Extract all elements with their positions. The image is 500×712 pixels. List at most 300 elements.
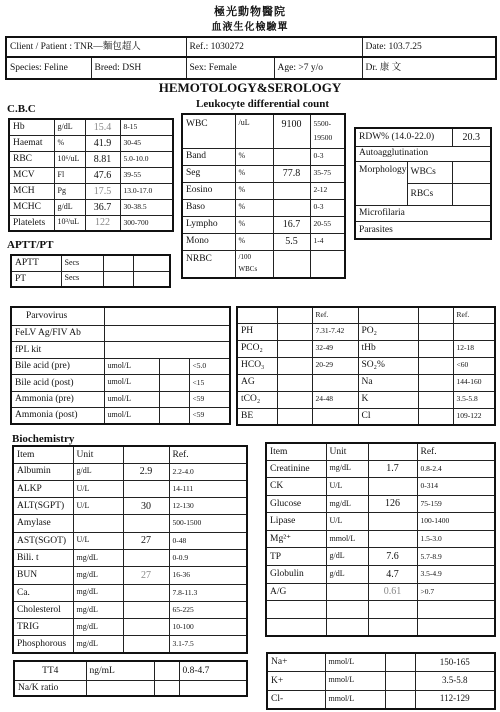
serology-row: [11, 307, 230, 325]
biochem-item-ref: 0-48: [169, 532, 247, 549]
biochem-item-name: Amylase: [13, 515, 73, 532]
bloodgas-table: [236, 306, 496, 426]
ref-cell: [186, 37, 362, 57]
biochem-item-ref: [417, 618, 495, 636]
cbc-row: [9, 151, 173, 167]
biochem-row: [266, 583, 495, 601]
serology-row: [11, 358, 230, 375]
bg-left-name: PH: [237, 323, 277, 340]
leukocyte-item-name: Band: [182, 148, 235, 165]
bg-right-name: Na: [358, 374, 418, 391]
age-label: Age:: [277, 62, 296, 73]
biochem-item-ref: 16-36: [169, 567, 247, 584]
nak-label: Na/K ratio: [14, 680, 86, 696]
tt4-unit: ng/mL: [86, 661, 154, 680]
parasites-label: Parasites: [355, 221, 491, 239]
biochem-row: [13, 515, 247, 532]
cbc-item-unit: 10³/uL: [54, 215, 85, 231]
biochem-item-name: Bili. t: [13, 549, 73, 566]
serology-item-ref: <59: [189, 391, 230, 408]
cbc-item-name: MCHC: [9, 199, 54, 215]
biochem-item-value: 1.7: [368, 460, 417, 478]
rdw-label: RDW% (14.0-22.0): [355, 128, 452, 146]
microfilaria-label: Microfilaria: [355, 205, 491, 221]
cbc-item-ref: 13.0-17.0: [120, 183, 173, 199]
cbc-item-value: 47.6: [85, 167, 120, 183]
aptt-table: [10, 254, 171, 288]
bg-right-name: SO₂%: [358, 357, 418, 374]
bg-left-ref: [312, 408, 358, 425]
serology-item-name: Bile acid (pre): [11, 358, 104, 375]
biochem-item-name: Cholesterol: [13, 601, 73, 618]
aptt-row: [11, 255, 170, 271]
bg-left-ref: [312, 374, 358, 391]
biochem-item-unit: mg/dL: [326, 495, 368, 513]
biochem-item-name: Albumin: [13, 463, 73, 480]
biochem-item-ref: 14-111: [169, 480, 247, 497]
aptt-item-ref: [133, 271, 170, 287]
bg-h4: [358, 307, 418, 323]
leukocyte-item-name: Lympho: [182, 216, 235, 233]
wbcs-value: [452, 161, 491, 183]
wbc-ref-low: 5500-: [313, 119, 331, 128]
cbc-item-ref: 5.0-10.0: [120, 151, 173, 167]
serology-row: [11, 342, 230, 359]
biochem-item-value: 7.6: [368, 548, 417, 566]
electrolyte-table: [266, 652, 496, 710]
biochem-item-unit: mg/dL: [73, 619, 123, 636]
cbc-item-ref: 30-38.5: [120, 199, 173, 215]
biochem-item-unit: U/L: [326, 513, 368, 531]
bg-left-name: tCO₂: [237, 391, 277, 408]
leukocyte-item-unit: %: [235, 165, 273, 182]
serology-table: [10, 306, 231, 425]
serology-item-unit: umol/L: [104, 408, 159, 425]
serology-item-ref: [189, 307, 230, 325]
rbcs-label: RBCs: [407, 183, 452, 205]
biochem-item-value: [368, 478, 417, 496]
cbc-row: [9, 135, 173, 151]
bg-right-name: PO₂: [358, 323, 418, 340]
cbc-item-ref: 8-15: [120, 119, 173, 135]
leukocyte-item-value: 77.8: [273, 165, 310, 182]
electrolyte-name: Cl-: [267, 690, 325, 709]
rdw-value: 20.3: [452, 128, 491, 146]
biochem-item-value: [123, 601, 169, 618]
bg-right-value: [418, 340, 453, 357]
biochem-item-ref: 7.8-11.3: [169, 584, 247, 601]
serology-item-name: Parvovirus: [11, 307, 104, 325]
cbc-item-value: 41.9: [85, 135, 120, 151]
serology-item-value: [159, 391, 189, 408]
cbc-table: [8, 118, 174, 232]
species-value: Feline: [44, 62, 68, 73]
serology-item-value: [159, 325, 189, 342]
nrbc-ref: [310, 250, 345, 278]
bg-right-name: tHb: [358, 340, 418, 357]
serology-item-value: [159, 375, 189, 392]
serology-item-ref: <5.0: [189, 358, 230, 375]
cbc-item-name: Haemat: [9, 135, 54, 151]
bloodgas-row: [237, 391, 495, 408]
age-value: >7 y/o: [298, 62, 323, 73]
cbc-item-value: 15.4: [85, 119, 120, 135]
bg-right-ref: <60: [453, 357, 495, 374]
electrolyte-name: K+: [267, 672, 325, 691]
serology-row: [11, 375, 230, 392]
aptt-title: APTT/PT: [7, 239, 54, 251]
leukocyte-title: Leukocyte differential count: [196, 98, 330, 110]
breed-label: Breed:: [94, 62, 120, 73]
biochem-row: [266, 618, 495, 636]
biochem-item-ref: 12-130: [169, 498, 247, 515]
biochem-item-unit: g/dL: [73, 463, 123, 480]
serology-item-ref: <15: [189, 375, 230, 392]
bg-h2: [277, 307, 312, 323]
leukocyte-table: [181, 113, 346, 279]
biochem-item-value: [123, 619, 169, 636]
cbc-row: [9, 215, 173, 231]
biochem-item-unit: mg/dL: [73, 567, 123, 584]
biochem-item-value: 27: [123, 567, 169, 584]
leukocyte-item-unit: %: [235, 216, 273, 233]
biochem-item-name: Globulin: [266, 566, 326, 584]
biochem-item-ref: 75-159: [417, 495, 495, 513]
bg-h5: [418, 307, 453, 323]
biochem-item-unit: g/dL: [326, 548, 368, 566]
biochem-item-name: ALKP: [13, 480, 73, 497]
date-value: 103.7.25: [388, 41, 422, 52]
biochem-item-name: BUN: [13, 567, 73, 584]
serology-item-name: Ammonia (post): [11, 408, 104, 425]
biochem-item-unit: mg/dL: [326, 460, 368, 478]
nrbc-row: [182, 250, 345, 278]
nak-unit: [86, 680, 154, 696]
bg-right-value: [418, 408, 453, 425]
biochem-row: [13, 584, 247, 601]
ref-label: Ref.:: [189, 41, 209, 52]
biochem-item-name: Lipase: [266, 513, 326, 531]
bg-left-value: [277, 340, 312, 357]
bg-ref-label-right: Ref.: [453, 307, 495, 323]
biochem-unit-header: Unit: [73, 446, 123, 463]
nrbc-unit: [235, 250, 273, 278]
biochem-item-name: TP: [266, 548, 326, 566]
biochem-item-ref: 3.5-4.9: [417, 566, 495, 584]
bg-left-value: [277, 408, 312, 425]
serology-item-name: Ammonia (pre): [11, 391, 104, 408]
cbc-item-value: 36.7: [85, 199, 120, 215]
biochem-item-value: [123, 515, 169, 532]
biochem-row: [266, 513, 495, 531]
biochem-item-value: [368, 513, 417, 531]
date-cell: [362, 37, 496, 57]
biochem-row: [13, 498, 247, 515]
aptt-item-name: APTT: [11, 255, 61, 271]
tt4-table: [13, 660, 248, 697]
biochem-item-name: CK: [266, 478, 326, 496]
electrolyte-value: [385, 653, 415, 672]
biochem-row: [266, 495, 495, 513]
cbc-row: [9, 119, 173, 135]
biochem-item-ref: [417, 601, 495, 619]
biochem-item-ref: 2.2-4.0: [169, 463, 247, 480]
biochem-item-ref: 5.7-8.9: [417, 548, 495, 566]
biochem-item-unit: U/L: [73, 480, 123, 497]
biochem-item-value: [123, 480, 169, 497]
bg-right-value: [418, 391, 453, 408]
bg-right-value: [418, 323, 453, 340]
serology-row: [11, 325, 230, 342]
biochem-item-value: [123, 636, 169, 653]
cbc-item-unit: Fl: [54, 167, 85, 183]
biochem-item-value: [368, 601, 417, 619]
cbc-row: [9, 183, 173, 199]
biochem-item-name: [266, 618, 326, 636]
leukocyte-item-value: [273, 199, 310, 216]
biochem-item-name: [266, 601, 326, 619]
sex-label: Sex:: [189, 62, 207, 73]
biochem-row: [13, 532, 247, 549]
serology-item-value: [159, 342, 189, 359]
biochem-item-ref: 500-1500: [169, 515, 247, 532]
leukocyte-row: [182, 182, 345, 199]
bg-left-value: [277, 391, 312, 408]
bg-left-value: [277, 374, 312, 391]
bloodgas-row: [237, 323, 495, 340]
serology-item-value: [159, 408, 189, 425]
bloodgas-row: [237, 357, 495, 374]
biochem-item-value: 27: [123, 532, 169, 549]
bloodgas-row: [237, 340, 495, 357]
leukocyte-item-ref: 1-4: [310, 233, 345, 250]
biochem-row: [13, 567, 247, 584]
biochem-title: Biochemistry: [12, 433, 75, 445]
cbc-row: [9, 199, 173, 215]
leukocyte-item-value: 5.5: [273, 233, 310, 250]
ref-value: 1030272: [210, 41, 244, 52]
serology-item-ref: [189, 342, 230, 359]
leukocyte-item-name: Eosino: [182, 182, 235, 199]
biochem-value-header: [123, 446, 169, 463]
biochem-item-value: [368, 618, 417, 636]
bg-right-ref: 12-18: [453, 340, 495, 357]
nrbc-unit-top: /100: [238, 253, 251, 262]
biochem-item-ref: 1.5-3.0: [417, 530, 495, 548]
bg-left-ref: 20-29: [312, 357, 358, 374]
serology-item-unit: [104, 342, 159, 359]
biochem-item-ref: 10-100: [169, 619, 247, 636]
biochem-item-unit: U/L: [73, 498, 123, 515]
dr-value: 康 文: [379, 62, 402, 73]
cbc-item-name: MCH: [9, 183, 54, 199]
leukocyte-item-name: Seg: [182, 165, 235, 182]
bloodgas-row: [237, 374, 495, 391]
biochem-item-unit: mg/dL: [73, 601, 123, 618]
nak-value: [154, 680, 179, 696]
aptt-item-value: [103, 271, 133, 287]
serology-item-name: fPL kit: [11, 342, 104, 359]
biochem-item-ref: 0.8-2.4: [417, 460, 495, 478]
cbc-item-name: RBC: [9, 151, 54, 167]
serology-item-value: [159, 307, 189, 325]
biochem-left-table: [12, 445, 248, 654]
biochem-item-unit: [326, 583, 368, 601]
biochem-item-value: 2.9: [123, 463, 169, 480]
bloodgas-row: [237, 408, 495, 425]
form-title: 血液生化檢驗單: [211, 22, 289, 33]
biochem-row: [13, 463, 247, 480]
biochem-ref-header: Ref.: [417, 443, 495, 460]
biochem-item-name: A/G: [266, 583, 326, 601]
serology-row: [11, 391, 230, 408]
wbc-ref: [310, 114, 345, 148]
age-cell: [274, 57, 362, 79]
species-cell: [6, 57, 91, 79]
serology-item-ref: [189, 325, 230, 342]
bg-right-ref: 109-122: [453, 408, 495, 425]
leukocyte-item-name: Baso: [182, 199, 235, 216]
rdw-table: [354, 127, 492, 240]
biochem-ref-header: Ref.: [169, 446, 247, 463]
patient-header: [5, 36, 497, 58]
serology-item-unit: [104, 325, 159, 342]
electrolyte-name: Na+: [267, 653, 325, 672]
leukocyte-item-unit: %: [235, 182, 273, 199]
biochem-item-unit: g/dL: [326, 566, 368, 584]
cbc-item-name: Hb: [9, 119, 54, 135]
electrolyte-value: [385, 672, 415, 691]
aptt-item-unit: Secs: [61, 255, 103, 271]
morphology-label: Morphology: [355, 161, 407, 205]
bg-ref-label-left: Ref.: [312, 307, 358, 323]
tt4-label: TT4: [14, 661, 86, 680]
biochem-item-unit: U/L: [73, 532, 123, 549]
electrolyte-row: [267, 653, 495, 672]
leukocyte-item-name: Mono: [182, 233, 235, 250]
biochem-item-name: AST(SGOT): [13, 532, 73, 549]
biochem-value-header: [368, 443, 417, 460]
bg-right-ref: 3.5-5.8: [453, 391, 495, 408]
biochem-item-header: Item: [13, 446, 73, 463]
electrolyte-value: [385, 690, 415, 709]
leukocyte-item-value: [273, 148, 310, 165]
nrbc-unit-bottom: WBCs: [238, 264, 258, 273]
bg-left-name: BE: [237, 408, 277, 425]
biochem-item-name: Creatinine: [266, 460, 326, 478]
leukocyte-row: [182, 233, 345, 250]
aptt-item-value: [103, 255, 133, 271]
bg-left-ref: 32-49: [312, 340, 358, 357]
biochem-item-unit: mmol/L: [326, 530, 368, 548]
sex-value: Female: [208, 62, 237, 73]
tt4-value: [154, 661, 179, 680]
leukocyte-item-ref: 20-55: [310, 216, 345, 233]
cbc-item-ref: 30-45: [120, 135, 173, 151]
biochem-header-row: [13, 446, 247, 463]
biochem-item-value: 30: [123, 498, 169, 515]
biochem-item-ref: 0-0.9: [169, 549, 247, 566]
bg-right-value: [418, 374, 453, 391]
nrbc-label: NRBC: [182, 250, 235, 278]
wbc-unit: /uL: [235, 114, 273, 148]
cbc-item-unit: g/dL: [54, 119, 85, 135]
cbc-row: [9, 167, 173, 183]
breed-cell: [91, 57, 186, 79]
biochem-item-unit: [326, 618, 368, 636]
cbc-item-ref: 39-55: [120, 167, 173, 183]
client-label: Client / Patient :: [10, 41, 73, 52]
biochem-item-unit: [326, 601, 368, 619]
biochem-item-ref: 3.1-7.5: [169, 636, 247, 653]
cbc-item-unit: %: [54, 135, 85, 151]
biochem-row: [266, 478, 495, 496]
biochem-row: [13, 619, 247, 636]
aptt-row: [11, 271, 170, 287]
wbc-ref-high: 19500: [313, 133, 333, 143]
biochem-item-name: TRIG: [13, 619, 73, 636]
hospital-name: 極光動物醫院: [214, 6, 286, 18]
biochem-item-ref: 0-314: [417, 478, 495, 496]
rbcs-value: [452, 183, 491, 205]
biochem-item-ref: 65-225: [169, 601, 247, 618]
serology-item-unit: [104, 307, 159, 325]
biochem-item-name: ALT(SGPT): [13, 498, 73, 515]
serology-item-name: Bile acid (post): [11, 375, 104, 392]
biochem-row: [13, 636, 247, 653]
leukocyte-item-ref: 0-3: [310, 199, 345, 216]
leukocyte-row: [182, 165, 345, 182]
biochem-item-unit: mg/dL: [73, 549, 123, 566]
biochem-item-value: [123, 584, 169, 601]
biochem-right-table: [265, 442, 496, 637]
biochem-item-unit: mg/dL: [73, 636, 123, 653]
biochem-row: [266, 460, 495, 478]
serology-item-value: [159, 358, 189, 375]
biochem-item-value: 4.7: [368, 566, 417, 584]
bg-left-name: HCO₃: [237, 357, 277, 374]
biochem-unit-header: Unit: [326, 443, 368, 460]
cbc-item-value: 122: [85, 215, 120, 231]
wbc-label: WBC: [182, 114, 235, 148]
aptt-item-unit: Secs: [61, 271, 103, 287]
biochem-item-value: 0.61: [368, 583, 417, 601]
bg-right-ref: [453, 323, 495, 340]
aptt-item-name: PT: [11, 271, 61, 287]
electrolyte-row: [267, 690, 495, 709]
leukocyte-item-value: 16.7: [273, 216, 310, 233]
cbc-item-ref: 300-700: [120, 215, 173, 231]
bg-right-name: Cl: [358, 408, 418, 425]
electrolyte-unit: mmol/L: [325, 653, 385, 672]
client-cell: [6, 37, 186, 57]
biochem-item-name: Ca.: [13, 584, 73, 601]
bg-right-ref: 144-160: [453, 374, 495, 391]
biochem-item-value: 126: [368, 495, 417, 513]
leukocyte-item-unit: %: [235, 233, 273, 250]
serology-row: [11, 408, 230, 425]
electrolyte-row: [267, 672, 495, 691]
leukocyte-item-unit: %: [235, 199, 273, 216]
date-label: Date:: [365, 41, 387, 52]
sex-cell: [186, 57, 274, 79]
client-value: TNR—麵包超人: [74, 41, 141, 52]
leukocyte-item-unit: %: [235, 148, 273, 165]
biochem-item-name: Mg²⁺: [266, 530, 326, 548]
biochem-row: [13, 480, 247, 497]
aptt-item-ref: [133, 255, 170, 271]
electrolyte-unit: mmol/L: [325, 672, 385, 691]
